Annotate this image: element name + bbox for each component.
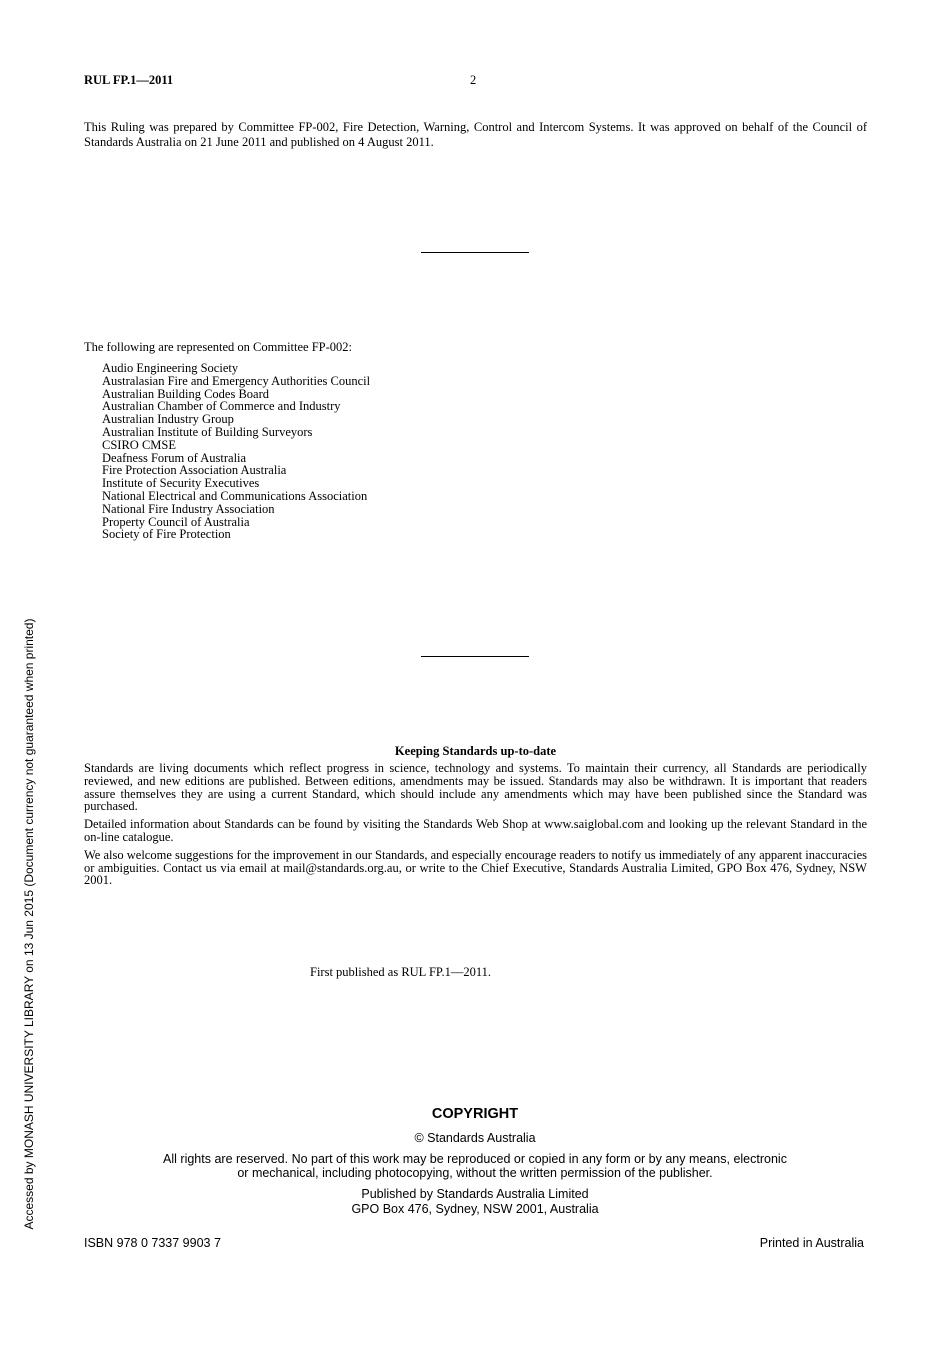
organisation-item: Deafness Forum of Australia — [102, 450, 247, 465]
keeping-standards-paragraph: We also welcome suggestions for the improvement in our Standards, and especially encourage readers to notify us immediately of any apparent inaccuracies or ambiguities. Contact us via email at mail@standards.org.au, or write to the Chief Executive, Standards Australia Limited, GPO Box 476, Sydney, NSW 2001. — [84, 847, 867, 888]
keeping-standards-paragraph: Detailed information about Standards can be found by visiting the Standards Web Shop at www.saiglobal.com and looking up the relevant Standard in the on-line catalogue. — [84, 817, 867, 844]
organisation-item: National Electrical and Communications Association — [102, 488, 368, 503]
organisation-item: Property Council of Australia — [102, 514, 250, 529]
page-number: 2 — [470, 73, 477, 87]
access-watermark: Accessed by MONASH UNIVERSITY LIBRARY on 13 Jun 2015 (Document currency not guaranteed when printed) — [22, 618, 36, 1230]
keeping-standards-paragraph: Standards are living documents which reflect progress in science, technology and systems. To maintain their currency, all Standards are periodically reviewed, and new editions are published. Between editions, amendments may be issued. Standards may also be withdrawn. It is important that readers assure themselves they are using a current Standard, which should include any amendments which may have been published since the Standard was purchased. — [84, 761, 867, 814]
publisher-name: Published by Standards Australia Limited — [361, 1187, 589, 1201]
organisation-item: Australian Industry Group — [102, 412, 234, 427]
organisation-item: Australian Building Codes Board — [102, 386, 269, 401]
keeping-standards-body — [84, 762, 867, 892]
section-divider — [421, 252, 529, 253]
organisation-item: Institute of Security Executives — [102, 476, 260, 491]
organisation-item: CSIRO CMSE — [102, 437, 176, 452]
organisation-item: Australian Chamber of Commerce and Industry — [102, 399, 341, 414]
organisation-item: Society of Fire Protection — [102, 527, 231, 542]
copyright-rights-line: All rights are reserved. No part of this work may be reproduced or copied in any form or by any means, electronic — [163, 1152, 787, 1166]
document-code: RUL FP.1—2011 — [84, 73, 174, 87]
organisation-item: Australian Institute of Building Surveyors — [102, 424, 313, 439]
isbn: ISBN 978 0 7337 9903 7 — [84, 1236, 221, 1250]
committee-representation-heading: The following are represented on Committee FP-002: — [84, 340, 352, 354]
organisation-item: National Fire Industry Association — [102, 501, 275, 516]
copyright-title: COPYRIGHT — [431, 1106, 519, 1122]
preparation-statement: This Ruling was prepared by Committee FP-002, Fire Detection, Warning, Control and Intercom Systems. It was approved on behalf of the Council of Standards Australia on 21 June 2011 and published on 4 August 2011. — [84, 120, 867, 149]
organisation-item: Fire Protection Association Australia — [102, 463, 287, 478]
organisation-item: Australasian Fire and Emergency Authorities Council — [102, 373, 371, 388]
copyright-owner: © Standards Australia — [414, 1131, 536, 1145]
copyright-rights-line: or mechanical, including photocopying, without the written permission of the publisher. — [237, 1166, 713, 1180]
printed-in: Printed in Australia — [759, 1236, 864, 1250]
keeping-standards-title: Keeping Standards up-to-date — [394, 744, 557, 758]
publisher-address: GPO Box 476, Sydney, NSW 2001, Australia — [351, 1202, 599, 1216]
first-published-note: First published as RUL FP.1—2011. — [310, 965, 492, 979]
organisation-item: Audio Engineering Society — [102, 361, 239, 375]
section-divider — [421, 656, 529, 657]
committee-organisation-list — [102, 362, 370, 541]
